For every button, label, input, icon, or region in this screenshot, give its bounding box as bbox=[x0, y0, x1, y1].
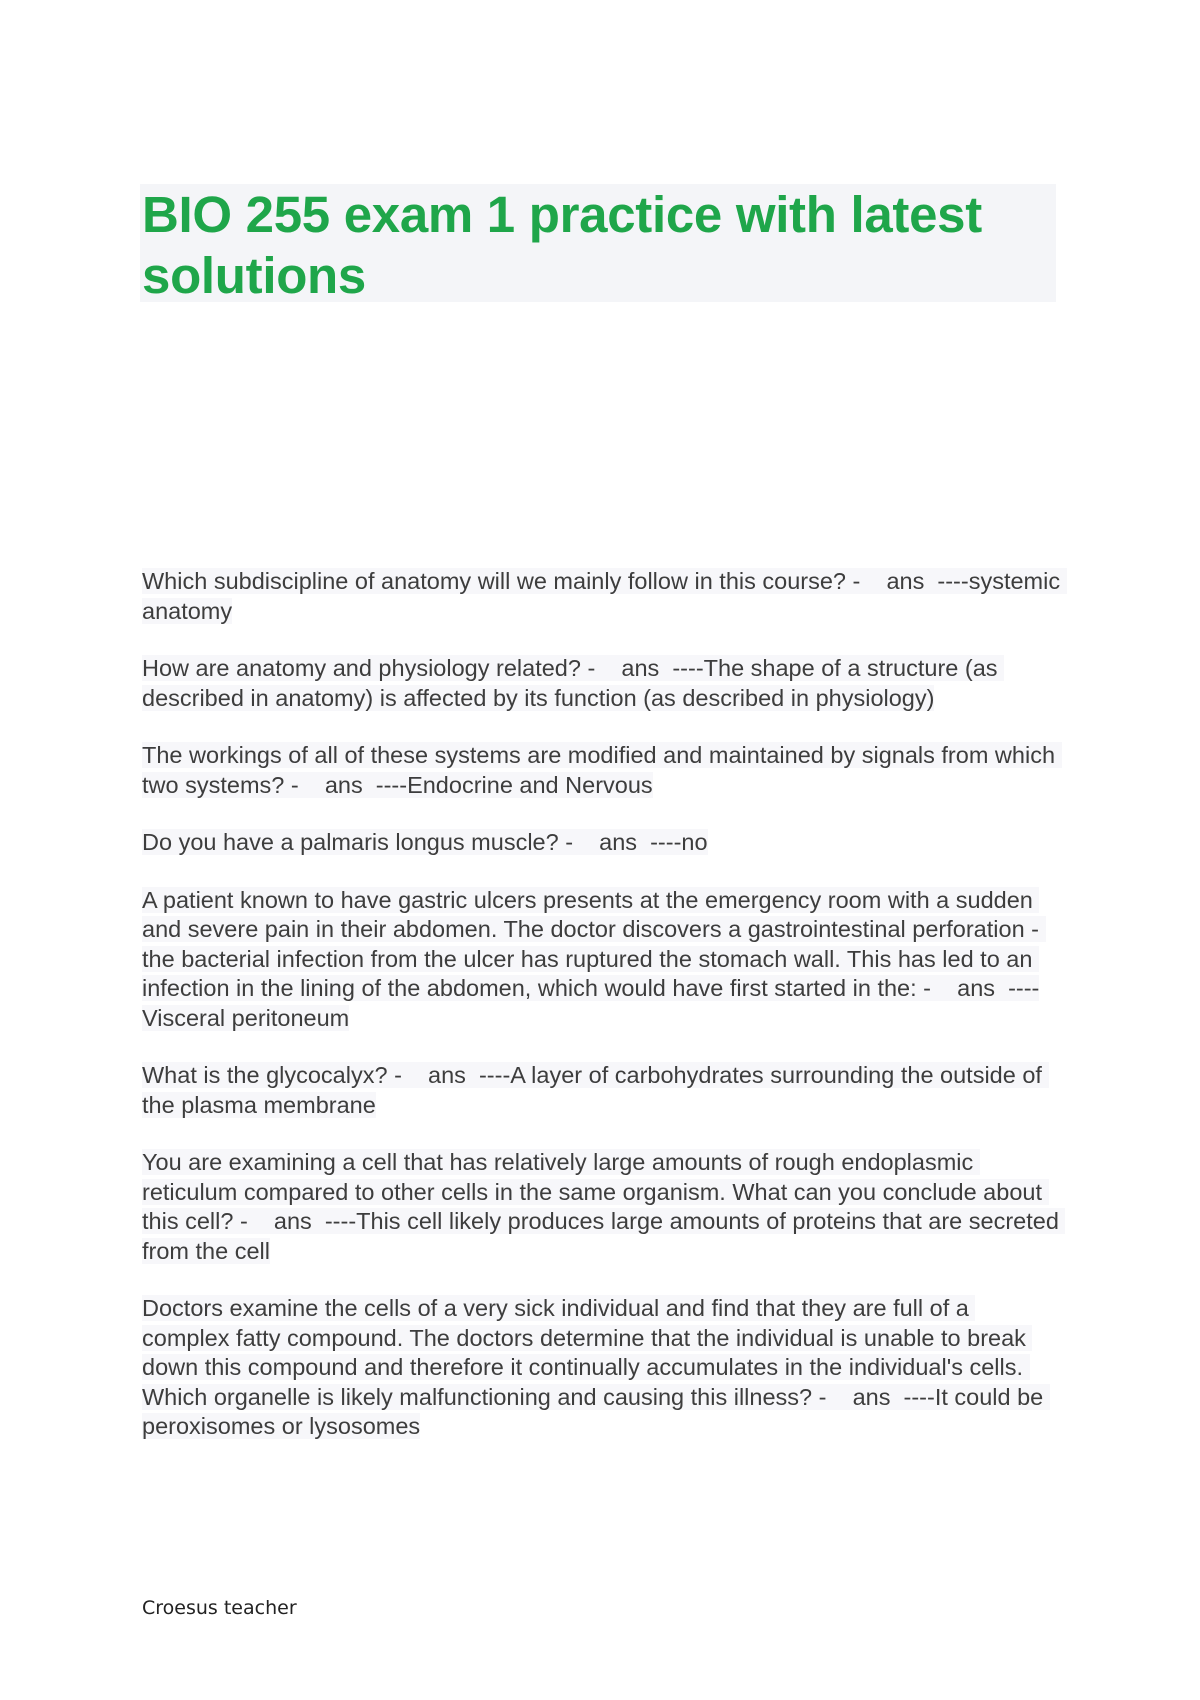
qa-list bbox=[142, 567, 1067, 1470]
qa-item bbox=[142, 1148, 1066, 1266]
qa-item bbox=[142, 886, 1062, 1034]
qa-item bbox=[142, 828, 1062, 858]
qa-text: Doctors examine the cells of a very sick individual and find that they are full of a complex fatty compound. The doctors determine that the individual is unable to break down this compound and therefore it continually accumulates in the individual's cells. Which organelle is likely malfunctioning and causing this illness? - ans ----It could be peroxisomes or lysosomes bbox=[142, 1295, 1050, 1439]
footer-author: Croesus teacher bbox=[142, 1597, 297, 1619]
qa-text: You are examining a cell that has relatively large amounts of rough endoplasmic reticulum compared to other cells in the same organism. What can you conclude about this cell? - ans ----This cell likely produces large amounts of proteins that are secreted from the cell bbox=[142, 1149, 1066, 1264]
qa-text: A patient known to have gastric ulcers presents at the emergency room with a sudden and severe pain in their abdomen. The doctor discovers a gastrointestinal perforation - the bacterial infection from the ulcer has ruptured the stomach wall. This has led to an infection in the lining of the abdomen, which would have first started in the: - ans ----Visceral peritoneum bbox=[142, 886, 1046, 1031]
qa-text: Which subdiscipline of anatomy will we mainly follow in this course? - ans ----systemic anatomy bbox=[142, 568, 1067, 624]
qa-item bbox=[142, 654, 1062, 713]
qa-text: The workings of all of these systems are modified and maintained by signals from which two systems? - ans ----Endocrine and Nervous bbox=[142, 742, 1062, 798]
qa-item bbox=[142, 567, 1067, 626]
qa-item bbox=[142, 741, 1062, 800]
qa-text: How are anatomy and physiology related? - ans ----The shape of a structure (as described in anatomy) is affected by its function (as described in physiology) bbox=[142, 655, 1005, 711]
qa-text: Do you have a palmaris longus muscle? - ans ----no bbox=[142, 829, 708, 855]
qa-text: What is the glycocalyx? - ans ----A layer of carbohydrates surrounding the outside of the plasma membrane bbox=[142, 1062, 1049, 1118]
qa-item bbox=[142, 1294, 1062, 1442]
qa-item bbox=[142, 1061, 1062, 1120]
document-title: BIO 255 exam 1 practice with latest solutions bbox=[142, 186, 982, 304]
